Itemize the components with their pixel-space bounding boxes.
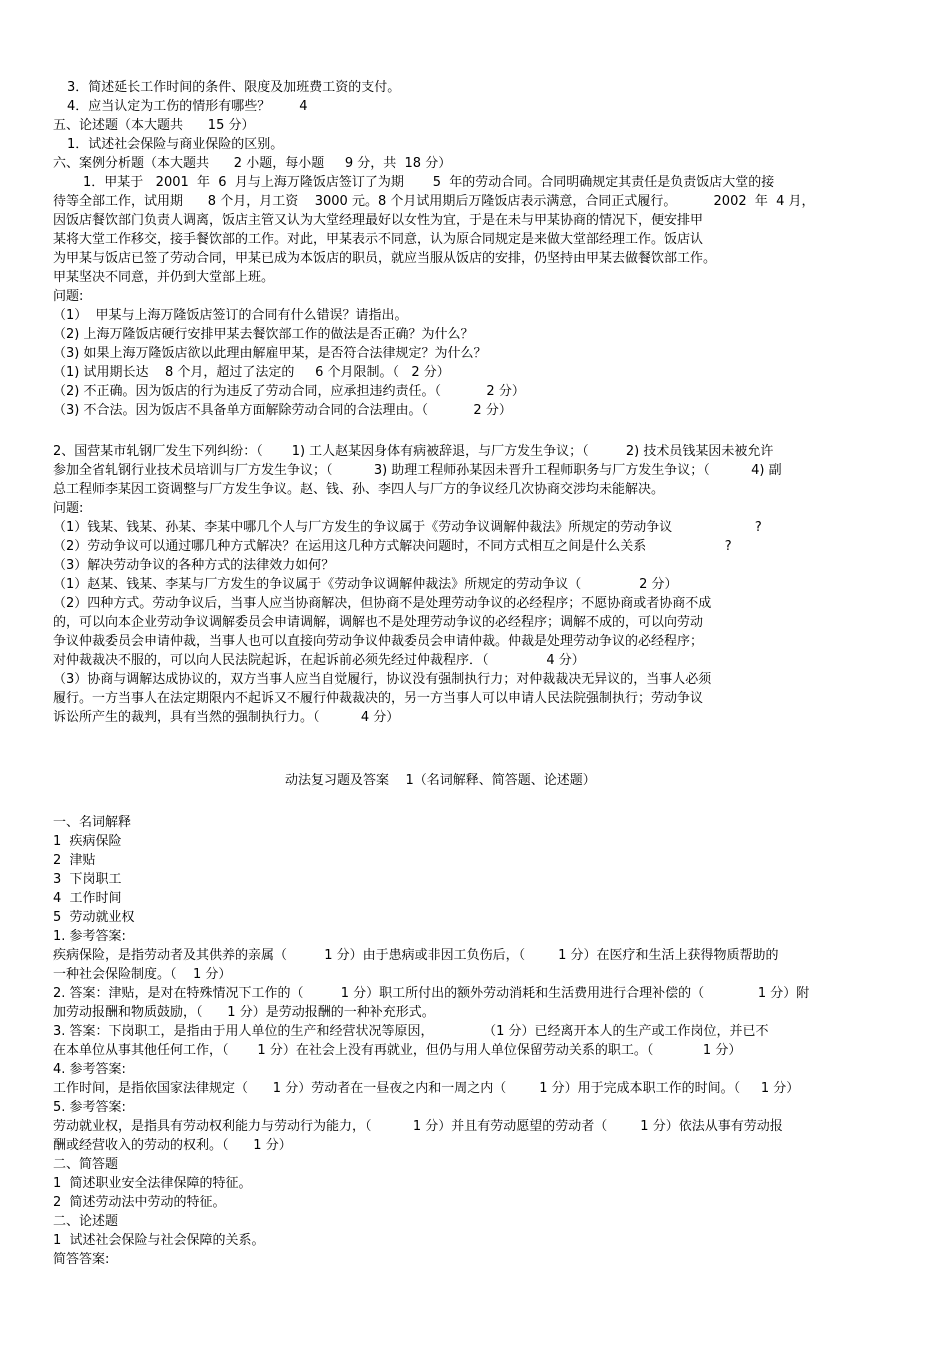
question-line: 4．应当认定为工伤的情形有哪些？ 4 [67,99,308,114]
answer-label: 4. 参考答案: [53,1062,126,1077]
answer-line: （3）协商与调解达成协议的，双方当事人应当自觉履行，协议没有强制执行力；对仲裁裁决无异议的，当事人必须 [53,672,712,687]
question-line: （3）解决劳动争议的各种方式的法律效力如何？ [53,558,335,573]
section-heading: 六、案例分析题（本大题共 2 小题，每小题 9 分，共 18 分） [53,156,452,171]
question-line: （1） 甲某与上海万隆饭店签订的合同有什么错误？请指出。 [53,308,408,323]
answer-line: 工作时间，是指依国家法律规定（ 1 分）劳动者在一昼夜之内和一周之内（ 1 分）用于完成本职工作的时间。（ 1 分） [53,1081,800,1096]
answer-line: 3. 答案：下岗职工，是指由于用人单位的生产和经营状况等原因， （1 分）已经离开本人的生产或工作岗位，并已不 [53,1024,769,1039]
answer-line: 的，可以向本企业劳动争议调解委员会申请调解，调解也不是处理劳动争议的必经程序；调解不成的，可以向劳动 [53,615,704,630]
term-item: 5 劳动就业权 [53,910,135,925]
question-line: 1 试述社会保险与社会保障的关系。 [53,1233,265,1248]
answer-line: 对仲裁裁决不服的，可以向人民法院起诉，在起诉前必须先经过仲裁程序．（ 4 分） [53,653,585,668]
answer-line: 一种社会保险制度。（ 1 分） [53,967,232,982]
question-line: 2 简述劳动法中劳动的特征。 [53,1195,226,1210]
section-heading: 二、论述题 [53,1214,119,1229]
document-title: 动法复习题及答案 1（名词解释、简答题、论述题） [285,773,596,788]
case-text-line: 总工程师李某因工资调整与厂方发生争议。赵、钱、孙、李四人与厂方的争议经几次协商交涉均未能解决。 [53,482,665,497]
section-heading: 一、名词解释 [53,815,132,830]
question-line: 3．简述延长工作时间的条件、限度及加班费工资的支付。 [67,80,401,95]
question-label: 问题: [53,501,84,516]
answer-line: （2）四种方式。劳动争议后，当事人应当协商解决，但协商不是处理劳动争议的必经程序；不愿协商或者协商不成 [53,596,712,611]
case-text-line: 1．甲某于 2001 年 6 月与上海万隆饭店签订了为期 5 年的劳动合同。合同明确规定其责任是负责饭店大堂的接 [83,175,775,190]
section-heading: 五、论述题（本大题共 15 分） [53,118,255,133]
question-line: 1 简述职业安全法律保障的特征。 [53,1176,252,1191]
question-line: （2）劳动争议可以通过哪几种方式解决？在运用这几种方式解决问题时，不同方式相互之间是什么关系 ? [53,539,732,554]
term-item: 3 下岗职工 [53,872,122,887]
answer-label: 5. 参考答案: [53,1100,126,1115]
case-text-line: 参加全省轧钢行业技术员培训与厂方发生争议；（ 3) 助理工程师孙某因未晋升工程师职务与厂方发生争议；（ 4) 副 [53,463,782,478]
answer-line: 疾病保险，是指劳动者及其供养的亲属（ 1 分）由于患病或非因工负伤后，（ 1 分）在医疗和生活上获得物质帮助的 [53,948,779,963]
section-heading: 二、简答题 [53,1157,119,1172]
answer-label: 1. 参考答案: [53,929,126,944]
question-line: （3) 如果上海万隆饭店欲以此理由解雇甲某，是否符合法律规定？为什么？ [53,346,487,361]
term-item: 1 疾病保险 [53,834,122,849]
case-text-line: 待等全部工作，试用期 8 个月，月工资 3000 元。8 个月试用期后万隆饭店表示满意，合同正式履行。 2002 年 4 月， [53,194,815,209]
case-text-line: 某将大堂工作移交，接手餐饮部的工作。对此，甲某表示不同意，认为原合同规定是来做大堂部经理工作。饭店认 [53,232,704,247]
answer-line: （1) 试用期长达 8 个月，超过了法定的 6 个月限制。（ 2 分） [53,365,450,380]
case-text-line: 2、国营某市轧钢厂发生下列纠纷：（ 1) 工人赵某因身体有病被辞退，与厂方发生争议；（ 2) 技术员钱某因未被允许 [53,444,774,459]
question-line: 1．试述社会保险与商业保险的区别。 [67,137,284,152]
question-label: 问题: [53,289,84,304]
answer-line: 履行。一方当事人在法定期限内不起诉又不履行仲裁裁决的，另一方当事人可以申请人民法院强制执行；劳动争议 [53,691,704,706]
answer-line: 酬或经营收入的劳动的权利。（ 1 分） [53,1138,292,1153]
answer-line: 加劳动报酬和物质鼓励，（ 1 分）是劳动报酬的一种补充形式。 [53,1005,435,1020]
answer-line: （3) 不合法。因为饭店不具备单方面解除劳动合同的合法理由。（ 2 分） [53,403,512,418]
question-line: （1）钱某、钱某、孙某、李某中哪几个人与厂方发生的争议属于《劳动争议调解仲裁法》所规定的劳动争议 ? [53,520,762,535]
answer-line: （1）赵某、钱某、李某与厂方发生的争议属于《劳动争议调解仲裁法》所规定的劳动争议（ 2 分） [53,577,678,592]
answer-line: 争议仲裁委员会申请仲裁，当事人也可以直接向劳动争议仲裁委员会申请仲裁。仲裁是处理劳动争议的必经程序； [53,634,704,649]
answer-line: （2) 不正确。因为饭店的行为违反了劳动合同，应承担违约责任。（ 2 分） [53,384,525,399]
case-text-line: 为甲某与饭店已签了劳动合同，甲某已成为本饭店的职员，就应当服从饭店的安排，仍坚持由甲某去做餐饮部工作。 [53,251,717,266]
question-line: （2) 上海万隆饭店硬行安排甲某去餐饮部工作的做法是否正确？为什么？ [53,327,474,342]
term-item: 2 津贴 [53,853,96,868]
term-item: 4 工作时间 [53,891,122,906]
case-text-line: 因饭店餐饮部门负责人调离，饭店主管又认为大堂经理最好以女性为宜，于是在未与甲某协商的情况下，便安排甲 [53,213,704,228]
answer-line: 在本单位从事其他任何工作，（ 1 分）在社会上没有再就业，但仍与用人单位保留劳动关系的职工。（ 1 分） [53,1043,742,1058]
answer-label: 简答答案: [53,1252,110,1267]
answer-line: 劳动就业权，是指具有劳动权利能力与劳动行为能力，（ 1 分）并且有劳动愿望的劳动者（ 1 分）依法从事有劳动报 [53,1119,783,1134]
answer-line: 诉讼所产生的裁判，具有当然的强制执行力。（ 4 分） [53,710,400,725]
answer-line: 2. 答案：津贴，是对在特殊情况下工作的（ 1 分）职工所付出的额外劳动消耗和生活费用进行合理补偿的（ 1 分）附 [53,986,810,1001]
case-text-line: 甲某坚决不同意，并仍到大堂部上班。 [53,270,275,285]
